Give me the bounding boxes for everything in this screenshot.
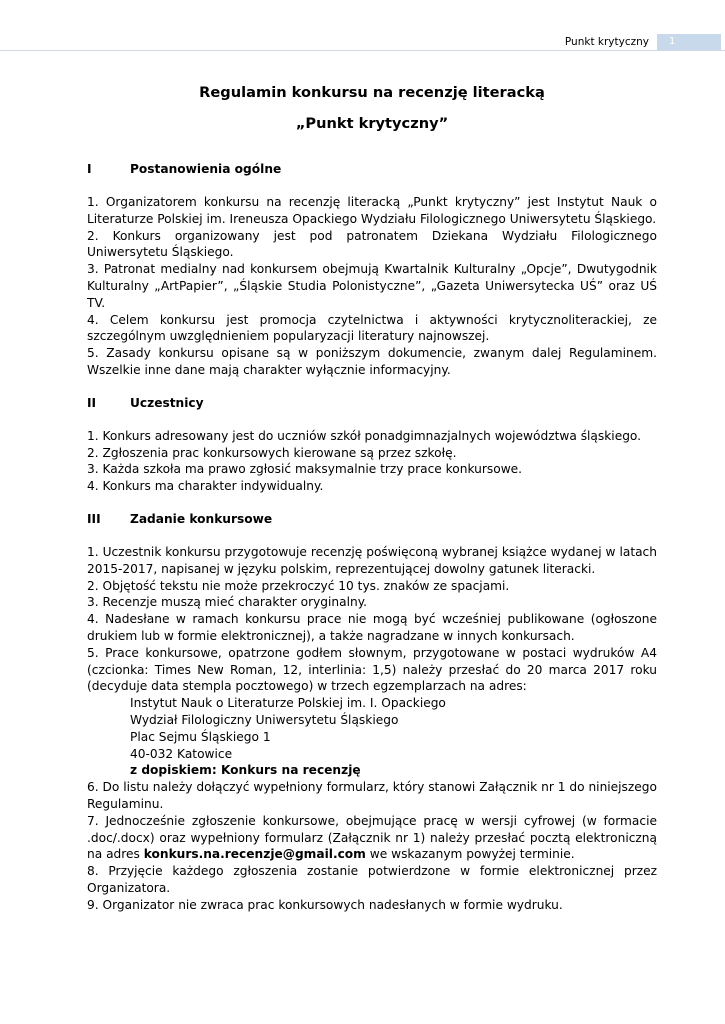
running-title: Punkt krytyczny — [564, 36, 649, 48]
list-item: 4. Konkurs ma charakter indywidualny. — [87, 479, 324, 494]
section-number: I — [87, 162, 92, 176]
list-item: 1. Uczestnik konkursu przygotowuje recenzję poświęconą wybranej książce wydanej w latach 2015-2017, napisanej w języku polskim, reprezentującej dowolny gatunek literacki. — [87, 544, 657, 576]
section-title: Uczestnicy — [130, 395, 204, 410]
header-divider — [0, 50, 725, 51]
list-item — [87, 813, 657, 863]
section-heading-1 — [87, 161, 657, 178]
document-title: Regulamin konkursu na recenzję literacką — [199, 84, 545, 101]
list-item: 4. Celem konkursu jest promocja czytelnictwa i aktywności krytycznoliterackiej, ze szczególnym uwzględnieniem popularyzacji literatury najnowszej. — [87, 312, 657, 344]
list-item: 3. Patronat medialny nad konkursem obejmują Kwartalnik Kulturalny „Opcje”, Dwutygodnik Kulturalny „ArtPapier”, „Śląskie Studia Polonistyczne”, „Gazeta Uniwersytecka UŚ” oraz UŚ TV. — [87, 262, 657, 310]
section-title: Zadanie konkursowe — [130, 511, 273, 526]
page-header — [0, 32, 725, 52]
section-title: Postanowienia ogólne — [130, 162, 282, 176]
item7-text: 7. Jednocześnie zgłoszenie konkursowe, obejmujące pracę w wersji cyfrowej (w formacie .doc/.docx) oraz wypełniony formularz (Załącznik nr 1) należy przesłać pocztą elektroniczną na adres — [87, 813, 657, 862]
list-item: 2. Zgłoszenia prac konkursowych kierowane są przez szkołę. — [87, 445, 457, 460]
document-subtitle: „Punkt krytyczny” — [295, 115, 449, 132]
list-item: 9. Organizator nie zwraca prac konkursowych nadesłanych w formie wydruku. — [87, 897, 563, 912]
list-item: 2. Objętość tekstu nie może przekroczyć 10 tys. znaków ze spacjami. — [87, 578, 510, 593]
address-line: Instytut Nauk o Literaturze Polskiej im. I. Opackiego — [130, 696, 446, 711]
list-item: 3. Recenzje muszą mieć charakter oryginalny. — [87, 595, 368, 610]
list-item: 1. Organizatorem konkursu na recenzję literacką „Punkt krytyczny” jest Instytut Nauk o Literaturze Polskiej im. Ireneusza Opackiego Wydziału Filologicznego Uniwersytetu Śląskiego. — [87, 195, 657, 226]
list-item: 5. Prace konkursowe, opatrzone godłem słownym, przygotowane w postaci wydruków A4 (czcionka: Times New Roman, 12, interlinia: 1,5) należy przesłać do 20 marca 2017 roku (decyduje data stempla pocztowego) w trzech egzemplarzach na adres: — [87, 645, 657, 694]
list-item: 8. Przyjęcie każdego zgłoszenia zostanie potwierdzone w formie elektronicznej przez Organizatora. — [87, 864, 657, 895]
list-item: 6. Do listu należy dołączyć wypełniony formularz, który stanowi Załącznik nr 1 do niniejszego Regulaminu. — [87, 780, 657, 811]
address-line: 40-032 Katowice — [130, 746, 233, 761]
list-item: 5. Zasady konkursu opisane są w poniższym dokumencie, zwanym dalej Regulaminem. Wszelkie inne dane mają charakter wyłącznie informacyjny. — [87, 346, 657, 377]
contact-email: konkurs.na.recenzje@gmail.com — [143, 847, 366, 862]
list-item: 2. Konkurs organizowany jest pod patronatem Dziekana Wydziału Filologicznego Uniwersytetu Śląskiego. — [87, 228, 657, 260]
section-heading-2 — [87, 395, 657, 412]
list-item: 1. Konkurs adresowany jest do uczniów szkół ponadgimnazjalnych województwa śląskiego. — [87, 428, 642, 443]
address-note: z dopiskiem: Konkurs na recenzję — [130, 763, 361, 778]
address-line: Plac Sejmu Śląskiego 1 — [130, 729, 271, 744]
section-heading-3 — [87, 511, 657, 528]
section-number: II — [87, 395, 97, 410]
list-item: 3. Każda szkoła ma prawo zgłosić maksymalnie trzy prace konkursowe. — [87, 462, 523, 477]
page-number: 1 — [657, 34, 721, 50]
list-item: 4. Nadesłane w ramach konkursu prace nie mogą być wcześniej publikowane (ogłoszone drukiem lub w formie elektronicznej), a także nagradzane w innych konkursach. — [87, 612, 657, 643]
postal-address — [130, 695, 657, 779]
section-number: III — [87, 511, 101, 526]
document-body — [87, 84, 657, 913]
address-line: Wydział Filologiczny Uniwersytetu Śląskiego — [130, 712, 399, 727]
item7-text-end: we wskazanym powyżej terminie. — [365, 847, 575, 862]
